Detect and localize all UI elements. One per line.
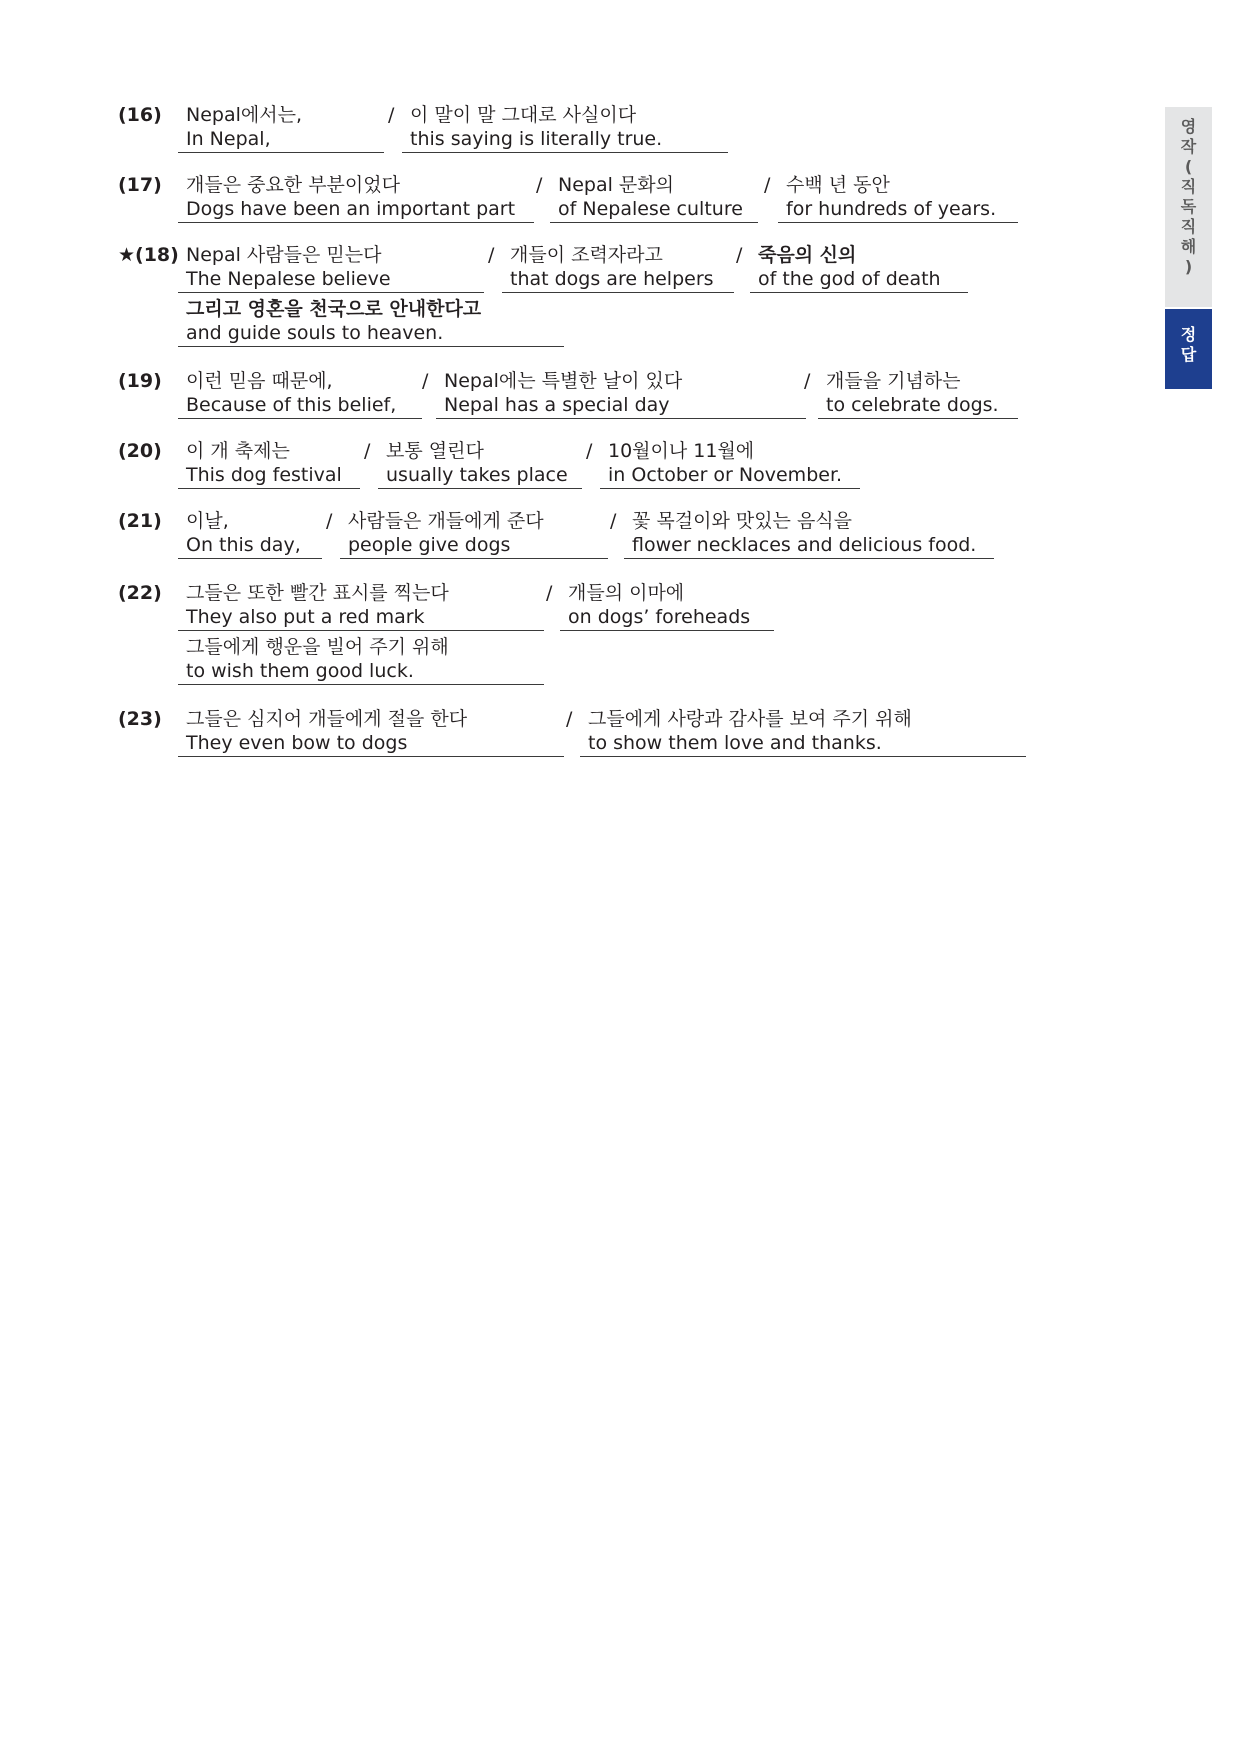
phrase-segment xyxy=(178,635,544,685)
english-phrase: to show them love and thanks. xyxy=(580,731,1026,757)
phrase-segment xyxy=(804,369,1018,419)
phrase-segment xyxy=(488,243,734,293)
korean-phrase: 그들은 또한 빨간 표시를 찍는다 xyxy=(186,582,449,604)
phrase-segment xyxy=(610,509,994,559)
korean-phrase: 그리고 영혼을 천국으로 안내한다고 xyxy=(186,298,482,320)
phrase-segment xyxy=(178,369,422,419)
korean-phrase: / 10월이나 11월에 xyxy=(586,440,755,462)
slash-divider: / xyxy=(610,510,617,532)
phrase-segment xyxy=(364,439,582,489)
english-phrase: to wish them good luck. xyxy=(178,659,544,685)
korean-phrase: / 죽음의 신의 xyxy=(736,244,857,266)
phrase-segment xyxy=(178,439,360,489)
english-phrase: that dogs are helpers xyxy=(502,267,734,293)
english-phrase: On this day, xyxy=(178,533,322,559)
korean-phrase: 이날, xyxy=(186,510,229,532)
item-number: ★(18) xyxy=(118,244,179,266)
phrase-segment xyxy=(764,173,1018,223)
slash-divider: / xyxy=(536,174,543,196)
phrase-segment xyxy=(178,707,564,757)
phrase-segment xyxy=(586,439,860,489)
korean-phrase: / 개들이 조력자라고 xyxy=(488,244,663,266)
english-phrase: They even bow to dogs xyxy=(178,731,564,757)
korean-phrase: Nepal 사람들은 믿는다 xyxy=(186,244,382,266)
korean-phrase: / 수백 년 동안 xyxy=(764,174,890,196)
section-side-tab xyxy=(1165,107,1212,389)
slash-divider: / xyxy=(422,370,429,392)
english-phrase: Nepal has a special day xyxy=(436,393,806,419)
english-phrase: to celebrate dogs. xyxy=(818,393,1018,419)
phrase-segment xyxy=(736,243,968,293)
phrase-segment xyxy=(178,103,384,153)
english-phrase: this saying is literally true. xyxy=(402,127,728,153)
english-phrase: on dogs’ foreheads xyxy=(560,605,774,631)
phrase-segment xyxy=(178,297,564,347)
korean-phrase: / 개들을 기념하는 xyxy=(804,370,961,392)
korean-phrase: / Nepal에는 특별한 날이 있다 xyxy=(422,370,683,392)
english-phrase: flower necklaces and delicious food. xyxy=(624,533,994,559)
phrase-segment xyxy=(178,581,544,631)
item-number: (22) xyxy=(118,582,162,604)
item-number: (20) xyxy=(118,440,162,462)
english-phrase: Because of this belief, xyxy=(178,393,422,419)
slash-divider: / xyxy=(586,440,593,462)
korean-phrase: / 꽃 목걸이와 맛있는 음식을 xyxy=(610,510,853,532)
phrase-segment xyxy=(536,173,758,223)
korean-phrase: 개들은 중요한 부분이었다 xyxy=(186,174,400,196)
english-phrase: They also put a red mark xyxy=(178,605,544,631)
phrase-segment xyxy=(178,509,322,559)
korean-phrase: / 사람들은 개들에게 준다 xyxy=(326,510,544,532)
english-phrase: in October or November. xyxy=(600,463,860,489)
korean-phrase: 이런 믿음 때문에, xyxy=(186,370,333,392)
english-phrase: and guide souls to heaven. xyxy=(178,321,564,347)
item-number: (17) xyxy=(118,174,162,196)
slash-divider: / xyxy=(804,370,811,392)
slash-divider: / xyxy=(764,174,771,196)
english-phrase: people give dogs xyxy=(340,533,608,559)
phrase-segment xyxy=(326,509,608,559)
item-number: (21) xyxy=(118,510,162,532)
korean-phrase: 그들에게 행운을 빌어 주기 위해 xyxy=(186,636,449,658)
phrase-segment xyxy=(422,369,806,419)
slash-divider: / xyxy=(566,708,573,730)
slash-divider: / xyxy=(546,582,553,604)
phrase-segment xyxy=(566,707,1026,757)
item-number: (23) xyxy=(118,708,162,730)
item-number: (16) xyxy=(118,104,162,126)
english-phrase: of Nepalese culture xyxy=(550,197,758,223)
korean-phrase: Nepal에서는, xyxy=(186,104,302,126)
phrase-segment xyxy=(388,103,728,153)
english-phrase: This dog festival xyxy=(178,463,360,489)
english-phrase: usually takes place xyxy=(378,463,582,489)
korean-phrase: / 보통 열린다 xyxy=(364,440,484,462)
slash-divider: / xyxy=(736,244,743,266)
side-tab-answer-label: 정 답 xyxy=(1165,309,1212,389)
phrase-segment xyxy=(546,581,774,631)
korean-phrase: / Nepal 문화의 xyxy=(536,174,674,196)
english-phrase: In Nepal, xyxy=(178,127,384,153)
english-phrase: Dogs have been an important part xyxy=(178,197,534,223)
item-number: (19) xyxy=(118,370,162,392)
side-tab-section-label: 영 작 ( 직 독 직 해 ) xyxy=(1165,107,1212,307)
slash-divider: / xyxy=(364,440,371,462)
english-phrase: of the god of death xyxy=(750,267,968,293)
korean-phrase: 이 개 축제는 xyxy=(186,440,290,462)
slash-divider: / xyxy=(326,510,333,532)
korean-phrase: / 개들의 이마에 xyxy=(546,582,685,604)
korean-phrase: 그들은 심지어 개들에게 절을 한다 xyxy=(186,708,468,730)
english-phrase: for hundreds of years. xyxy=(778,197,1018,223)
slash-divider: / xyxy=(488,244,495,266)
english-phrase: The Nepalese believe xyxy=(178,267,484,293)
slash-divider: / xyxy=(388,104,395,126)
korean-phrase: / 이 말이 말 그대로 사실이다 xyxy=(388,104,637,126)
phrase-segment xyxy=(178,243,484,293)
korean-phrase: / 그들에게 사랑과 감사를 보여 주기 위해 xyxy=(566,708,912,730)
phrase-segment xyxy=(178,173,534,223)
